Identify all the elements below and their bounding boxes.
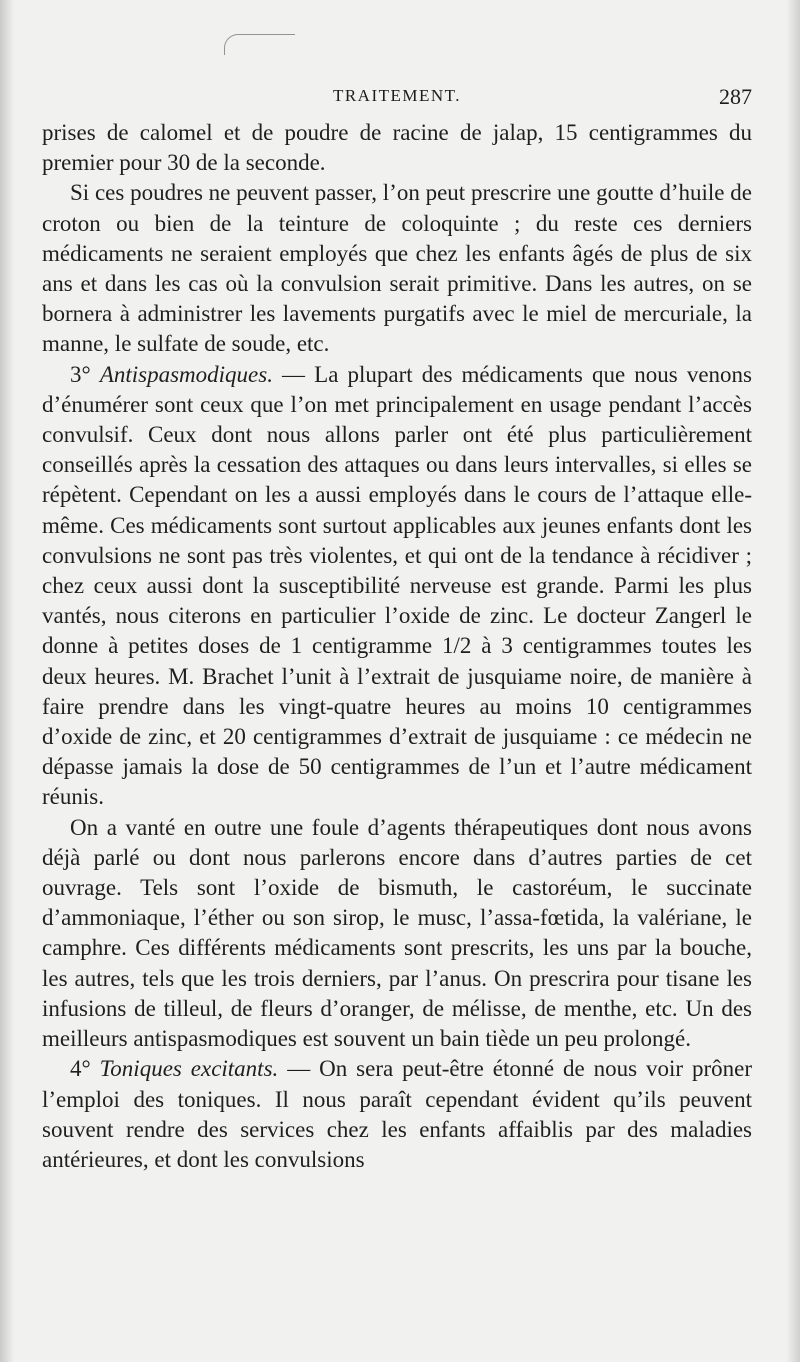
section-heading: Toniques excitants. [99,1056,279,1082]
paragraph-text: On a vanté en outre une foule d’agents thérapeutiques dont nous avons déjà parlé ou dont nous parlerons encore dans d’autres parties de cet ouvrage. Tels sont l’oxide de bismuth, le castoréum, le succinate d’ammoniaque, l’éther ou son sirop, le musc, l’assa-fœtida, la valériane, le camphre. Ces différents médicaments sont prescrits, les uns par la bouche, les autres, tels que les trois derniers, par l’anus. On prescrira pour tisane les infusions de tilleul, de fleurs d’oranger, de mélisse, de menthe, etc. Un des meilleurs antispasmodiques est souvent un bain tiède un peu prolongé. [42,814,752,1052]
paragraph-continuation [42,118,752,178]
running-head: TRAITEMENT. [332,86,462,105]
paragraph-purgatives [42,178,752,359]
section-heading: Antispasmodiques. [99,361,273,387]
section-number: 4° [70,1056,100,1082]
pencil-mark [224,34,295,55]
body-text [42,118,752,1175]
paragraph-tonics [42,1054,752,1175]
page-number: 287 [719,84,752,109]
paragraph-text: — On sera peut-être étonné de nous voir prôner l’emploi des toniques. Il nous paraît cependant évident qu’ils peuvent souvent rendre des services chez les enfants affaiblis par des maladies antérieures, et dont les convulsions [42,1056,752,1172]
paragraph-text: prises de calomel et de poudre de racine de jalap, 15 centigrammes du premier pour 30 de la seconde. [42,120,752,176]
page-left-edge-shadow [0,0,14,1362]
page-right-edge-shadow [786,0,800,1362]
paragraph-text: — La plupart des médicaments que nous venons d’énumérer sont ceux que l’on met principalement en usage pendant l’accès convulsif. Ceux dont nous allons parler ont été plus particulièrement conseillés après la cessation des attaques ou dans leurs intervalles, si elles se répètent. Cependant on les a aussi employés dans le cours de l’attaque elle-même. Ces médicaments sont surtout applicables aux jeunes enfants dont les convulsions ne sont pas très violentes, et qui ont de la tendance à récidiver ; chez ceux aussi dont la susceptibilité nerveuse est grande. Parmi les plus vantés, nous citerons en particulier l’oxide de zinc. Le docteur Zangerl le donne à petites doses de 1 centigramme 1/2 à 3 centigrammes toutes les deux heures. M. Brachet l’unit à l’extrait de jusquiame noire, de manière à faire prendre dans les vingt-quatre heures au moins 10 centigrammes d’oxide de zinc, et 20 centigrammes d’extrait de jusquiame : ce médecin ne dépasse jamais la dose de 50 centigrammes de l’un et l’autre médicament réunis. [42,361,753,810]
page-header [42,86,752,116]
paragraph-other-agents [42,813,752,1055]
section-number: 3° [70,361,100,387]
paragraph-text: Si ces poudres ne peuvent passer, l’on peut prescrire une goutte d’huile de croton ou bien de la teinture de coloquinte ; du reste ces derniers médicaments ne seraient employés que chez les enfants âgés de plus de six ans et dans les cas où la convulsion serait primitive. Dans les autres, on se bornera à administrer les lavements purgatifs avec le miel de mercuriale, la manne, le sulfate de soude, etc. [42,180,752,357]
paragraph-antispasmodics [42,360,752,813]
